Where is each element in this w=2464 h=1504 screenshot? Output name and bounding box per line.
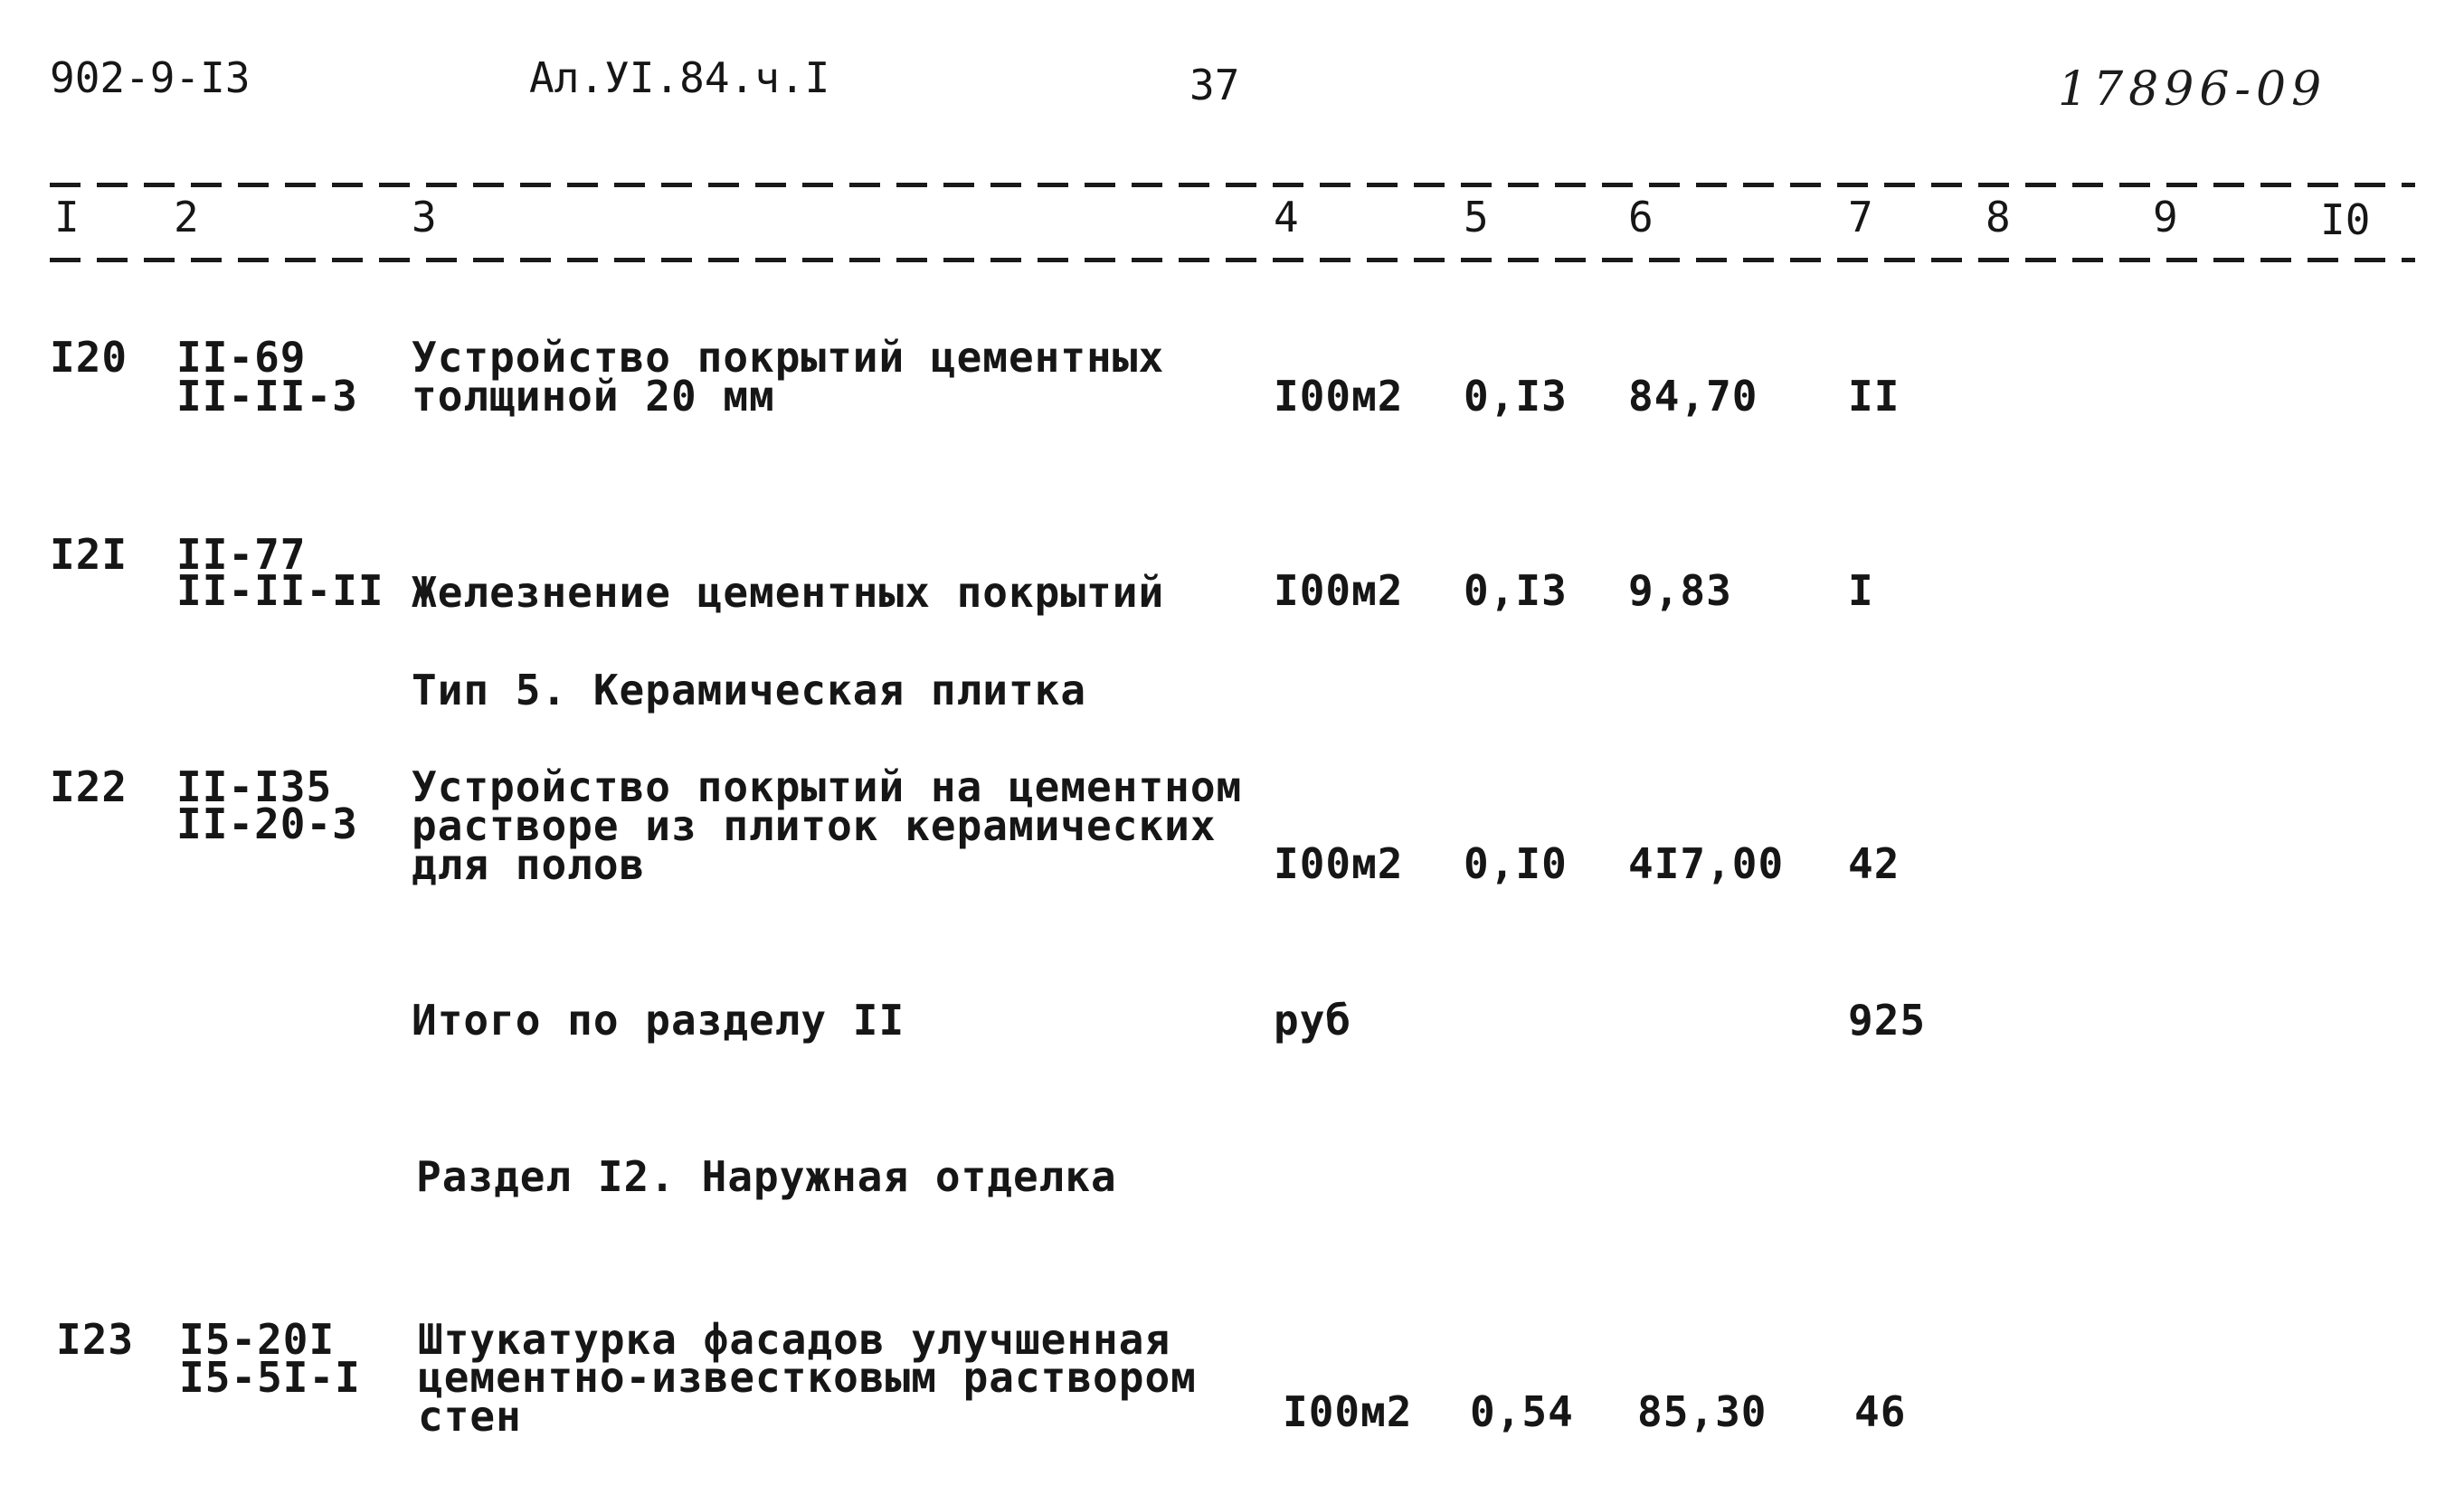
work-description: Устройство покрытий на цементном <box>412 762 1243 811</box>
album-reference: Ал.УI.84.ч.I <box>529 53 830 102</box>
unit-price: 9,83 <box>1628 566 1732 615</box>
column-header-2: 2 <box>174 193 199 241</box>
column-header-6: 6 <box>1628 193 1654 241</box>
column-header-7: 7 <box>1848 193 1873 241</box>
column-header-4: 4 <box>1274 193 1299 241</box>
quantity: 0,I3 <box>1464 372 1568 421</box>
quantity: 0,54 <box>1470 1387 1574 1436</box>
work-description: цементно-известковым раствором <box>418 1353 1197 1402</box>
total-cost: I <box>1848 566 1874 615</box>
norm-code: II-77 <box>176 530 307 579</box>
row-number: I2I <box>50 530 128 579</box>
norm-code: I5-5I-I <box>179 1353 361 1402</box>
page-number: 37 <box>1189 61 1240 109</box>
column-header-1: I <box>54 193 80 241</box>
work-description: Устройство покрытий цементных <box>412 333 1165 382</box>
column-header-9: 9 <box>2153 193 2178 241</box>
row-number: I20 <box>50 333 128 382</box>
work-description: стен <box>418 1392 522 1441</box>
norm-code: II-20-3 <box>176 799 358 848</box>
total-cost: 925 <box>1848 996 1927 1045</box>
section-heading: Раздел I2. Наружная отделка <box>416 1152 1117 1201</box>
unit: I00м2 <box>1274 566 1404 615</box>
row-number: I22 <box>50 762 128 811</box>
unit: I00м2 <box>1274 372 1404 421</box>
total-cost: II <box>1848 372 1900 421</box>
work-description: для полов <box>412 840 646 889</box>
unit: руб <box>1274 996 1352 1045</box>
table-header-bottom-rule <box>50 258 2415 262</box>
registry-number: 17896-09 <box>2058 62 2327 117</box>
total-cost: 42 <box>1848 839 1900 888</box>
norm-code: I5-20I <box>179 1315 336 1364</box>
unit: I00м2 <box>1283 1387 1413 1436</box>
work-description: Железнение цементных покрытий <box>412 568 1165 617</box>
unit-price: 84,70 <box>1628 372 1758 421</box>
quantity: 0,I0 <box>1464 839 1568 888</box>
subheading-tile-type: Тип 5. Керамическая плитка <box>412 666 1087 714</box>
column-header-3: 3 <box>412 193 437 241</box>
column-header-10: I0 <box>2320 195 2371 244</box>
table-header-top-rule <box>50 183 2415 187</box>
total-cost: 46 <box>1854 1387 1907 1436</box>
column-header-8: 8 <box>1985 193 2011 241</box>
norm-code: II-II-II <box>176 566 384 615</box>
document-code: 902-9-I3 <box>50 53 251 102</box>
unit-price: 4I7,00 <box>1628 839 1785 888</box>
norm-code: II-69 <box>176 333 307 382</box>
work-description: толщиной 20 мм <box>412 372 775 421</box>
section-total-label: Итого по разделу II <box>412 996 905 1045</box>
norm-code: II-II-3 <box>176 372 358 421</box>
work-description: растворе из плиток керамических <box>412 801 1217 850</box>
unit-price: 85,30 <box>1637 1387 1767 1436</box>
norm-code: II-I35 <box>176 762 333 811</box>
unit: I00м2 <box>1274 839 1404 888</box>
work-description: Штукатурка фасадов улучшенная <box>418 1315 1171 1364</box>
row-number: I23 <box>56 1315 135 1364</box>
column-header-5: 5 <box>1464 193 1489 241</box>
quantity: 0,I3 <box>1464 566 1568 615</box>
